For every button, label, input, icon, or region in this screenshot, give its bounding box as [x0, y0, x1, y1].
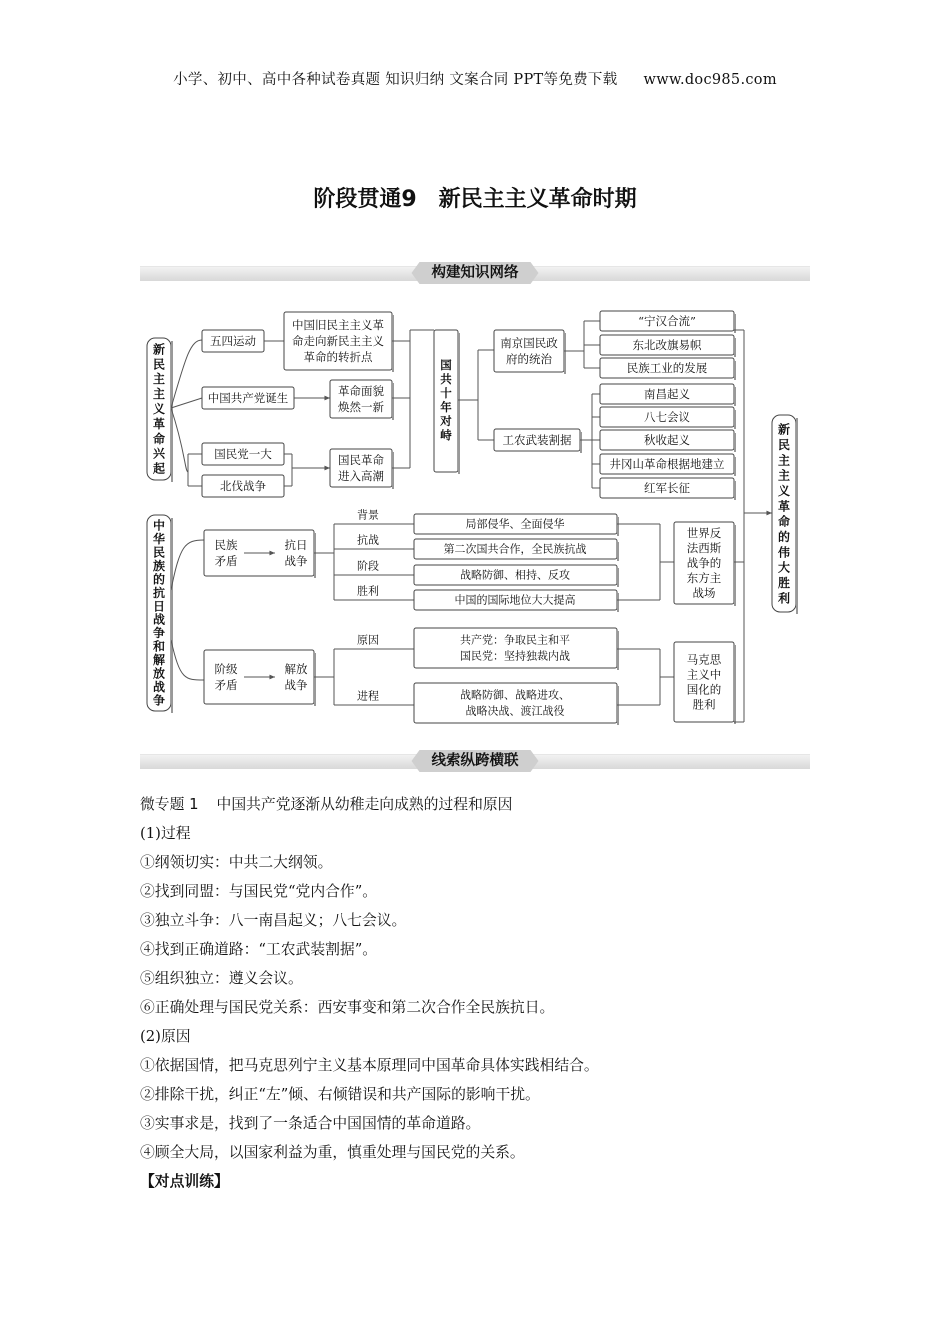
- event-label: 五四运动: [210, 334, 256, 348]
- svg-text:争: 争: [152, 693, 166, 708]
- box-shadow: [314, 533, 316, 578]
- body-line: ④找到正确道路：“工农武装割据”。: [140, 941, 378, 958]
- nanjing-item-label: “宁汉合流”: [638, 314, 696, 328]
- event-label: 北伐战争: [220, 479, 266, 493]
- svg-text:放: 放: [152, 666, 166, 681]
- result-label: 进入高潮: [338, 469, 384, 483]
- header-url[interactable]: www.doc985.com: [643, 72, 777, 88]
- war1-item-label: 第二次国共合作，全民族抗战: [443, 542, 587, 556]
- war-type-label: 战争: [284, 678, 308, 692]
- svg-text:的: 的: [777, 530, 791, 544]
- section-banner-network: [140, 262, 810, 284]
- svg-text:兴: 兴: [152, 446, 166, 461]
- nanjing-item-label: 东北改旗易帜: [632, 338, 702, 352]
- svg-text:华: 华: [152, 532, 166, 547]
- knowledge-network-diagram: [140, 300, 810, 730]
- war2-result-label: 马克思: [686, 652, 722, 667]
- war2-result-label: 国化的: [686, 682, 722, 697]
- phase-label: 进程: [357, 689, 379, 703]
- svg-text:峙: 峙: [440, 428, 452, 442]
- war1-item-label: 战略防御、相持、反攻: [460, 568, 570, 582]
- subject-heading: [140, 790, 820, 819]
- gongnong-item-label: 南昌起义: [644, 387, 690, 401]
- box-shadow: [392, 383, 394, 420]
- war1-result-label: 战场: [692, 586, 716, 600]
- svg-text:义: 义: [777, 484, 791, 498]
- result-label: 中国旧民主主义革: [292, 318, 384, 332]
- svg-text:主: 主: [152, 372, 166, 387]
- box-shadow: [796, 418, 798, 614]
- box-shadow: [734, 410, 736, 429]
- connector-line: [171, 398, 202, 408]
- svg-text:战: 战: [152, 612, 166, 627]
- box-shadow: [392, 452, 394, 489]
- contradiction-label: 矛盾: [214, 554, 238, 568]
- war2-result-label: 胜利: [692, 697, 716, 712]
- phase-label: 抗战: [357, 533, 379, 547]
- svg-text:国: 国: [440, 358, 452, 372]
- connector-line: [171, 340, 202, 408]
- war-type-label: 解放: [284, 662, 308, 676]
- box-shadow: [734, 481, 736, 500]
- box-shadow: [734, 361, 736, 380]
- box-shadow: [734, 387, 736, 406]
- banner-label: 构建知识网络: [420, 262, 531, 284]
- war2-reason-label: 共产党：争取民主和平: [460, 633, 570, 647]
- box-shadow: [458, 333, 460, 474]
- svg-text:伟: 伟: [777, 545, 791, 560]
- war1-item-label: 局部侵华、全面侵华: [465, 517, 565, 531]
- war-type-label: 战争: [284, 554, 308, 568]
- box-shadow: [580, 432, 582, 453]
- box-shadow: [734, 645, 736, 724]
- body-line: ⑥正确处理与国民党关系：西安事变和第二次合作全民族抗日。: [140, 999, 555, 1016]
- svg-text:和: 和: [152, 639, 166, 654]
- box-shadow: [392, 315, 394, 372]
- war2-result-label: 主义中: [686, 667, 722, 682]
- subject-number: 微专题 1: [140, 796, 199, 813]
- war1-result-label: 世界反: [686, 526, 722, 540]
- body-line: ②排除干扰，纠正“左”倾、右倾错误和共产国际的影响干扰。: [140, 1086, 540, 1103]
- arrow-head: [766, 511, 772, 516]
- gongnong-item-label: 秋收起义: [644, 433, 690, 447]
- svg-text:抗: 抗: [152, 585, 166, 600]
- svg-text:大: 大: [777, 560, 791, 575]
- arrow-head: [324, 396, 330, 401]
- svg-text:主: 主: [777, 453, 791, 468]
- body-line: ①纲领切实：中共二大纲领。: [140, 854, 333, 871]
- svg-text:胜: 胜: [777, 576, 791, 590]
- svg-text:命: 命: [777, 514, 791, 529]
- box-shadow: [617, 631, 619, 670]
- result-label: 命走向新民主主义: [292, 334, 384, 348]
- war1-result-label: 东方主: [686, 571, 722, 585]
- box-shadow: [564, 333, 566, 374]
- nanjing-item-label: 民族工业的发展: [626, 361, 708, 375]
- svg-text:主: 主: [777, 468, 791, 483]
- phase-label: 胜利: [357, 584, 379, 598]
- box-shadow: [617, 568, 619, 587]
- header-text: 小学、初中、高中各种试卷真题 知识归纳 文案合同 PPT等免费下载: [173, 72, 618, 88]
- gongnong-item-label: 八七会议: [644, 410, 690, 424]
- body-line: (2)原因: [140, 1028, 191, 1045]
- page-title: 阶段贯通9 新民主主义革命时期: [313, 187, 637, 212]
- svg-text:新: 新: [777, 422, 791, 437]
- box-shadow: [734, 457, 736, 476]
- box-shadow: [171, 518, 173, 713]
- box-shadow: [617, 542, 619, 561]
- page-header: [0, 68, 950, 89]
- svg-text:利: 利: [777, 591, 791, 606]
- svg-text:对: 对: [440, 414, 452, 428]
- contradiction-label: 民族: [214, 538, 238, 552]
- gongnong-label: 工农武装割据: [502, 433, 572, 447]
- war1-result-label: 战争的: [686, 556, 722, 570]
- section-banner-clues: [140, 750, 810, 772]
- svg-text:中: 中: [152, 518, 166, 533]
- war1-item-label: 中国的国际地位大大提高: [454, 593, 576, 607]
- contradiction-label: 阶级: [214, 662, 238, 676]
- war1-result-label: 法西斯: [686, 541, 722, 555]
- body-line: (1)过程: [140, 825, 191, 842]
- war-column-label: [153, 518, 165, 708]
- nanjing-label: 府的统治: [506, 352, 552, 366]
- war2-process-label: 战略防御、战略进攻、: [460, 688, 570, 702]
- body-line: ②找到同盟：与国民党“党内合作”。: [140, 883, 378, 900]
- svg-text:新: 新: [152, 342, 166, 357]
- rise-column-label: [153, 341, 166, 475]
- result-label: 国民革命: [338, 453, 384, 467]
- svg-text:族: 族: [152, 559, 166, 573]
- gongnong-item-label: 井冈山革命根据地建立: [609, 457, 725, 471]
- phase-label: 原因: [357, 633, 379, 647]
- war2-reason-label: 国民党：坚持独裁内战: [460, 649, 570, 663]
- event-label: 国民党一大: [214, 447, 272, 461]
- war-type-label: 抗日: [284, 538, 308, 552]
- ten-years-label: [439, 358, 452, 442]
- contradiction-label: 矛盾: [214, 678, 238, 692]
- result-label: 革命面貌: [338, 384, 384, 398]
- box-shadow: [617, 517, 619, 536]
- gongnong-item-label: 红军长征: [644, 481, 690, 495]
- body-line: ④顾全大局，以国家利益为重，慎重处理与国民党的关系。: [140, 1144, 525, 1161]
- svg-text:战: 战: [152, 679, 166, 694]
- box-shadow: [734, 525, 736, 606]
- svg-text:义: 义: [152, 402, 166, 416]
- connector-line: [171, 540, 204, 590]
- body-line: ③实事求是，找到了一条适合中国国情的革命道路。: [140, 1115, 481, 1132]
- nanjing-label: 南京国民政: [500, 336, 558, 350]
- training-heading: 【对点训练】: [140, 1173, 229, 1190]
- war2-process-label: 战略决战、渡江战役: [465, 704, 565, 718]
- svg-text:的: 的: [152, 572, 166, 587]
- connector-line: [171, 408, 188, 472]
- svg-text:民: 民: [152, 545, 166, 560]
- svg-text:命: 命: [152, 431, 166, 446]
- arrow-head: [324, 466, 330, 471]
- banner-label: 线索纵跨横联: [420, 750, 531, 772]
- phase-label: 阶段: [357, 559, 379, 573]
- body-line: ⑤组织独立：遵义会议。: [140, 970, 303, 987]
- result-label: 革命的转折点: [303, 350, 373, 364]
- svg-text:民: 民: [152, 357, 166, 372]
- event-label: 中国共产党诞生: [207, 391, 289, 405]
- body-line: ①依据国情，把马克思列宁主义基本原理同中国革命具体实践相结合。: [140, 1057, 599, 1074]
- svg-text:民: 民: [777, 438, 791, 452]
- svg-text:年: 年: [440, 400, 452, 414]
- connector-line: [171, 640, 204, 680]
- result-label: 焕然一新: [338, 400, 384, 414]
- svg-text:革: 革: [152, 416, 166, 431]
- svg-text:共: 共: [440, 372, 452, 386]
- subject-title: 中国共产党逐渐从幼稚走向成熟的过程和原因: [216, 796, 513, 813]
- svg-text:争: 争: [152, 626, 166, 641]
- svg-text:主: 主: [152, 387, 166, 402]
- svg-text:起: 起: [152, 461, 166, 476]
- phase-label: 背景: [357, 508, 379, 522]
- box-shadow: [734, 338, 736, 357]
- box-shadow: [734, 433, 736, 452]
- box-shadow: [314, 653, 316, 706]
- svg-text:十: 十: [440, 386, 452, 400]
- svg-text:解: 解: [152, 653, 166, 667]
- body-line: ③独立斗争：八一南昌起义；八七会议。: [140, 912, 407, 929]
- box-shadow: [617, 593, 619, 612]
- svg-text:革: 革: [777, 499, 791, 514]
- body-text: [140, 790, 820, 1196]
- svg-text:日: 日: [152, 599, 166, 614]
